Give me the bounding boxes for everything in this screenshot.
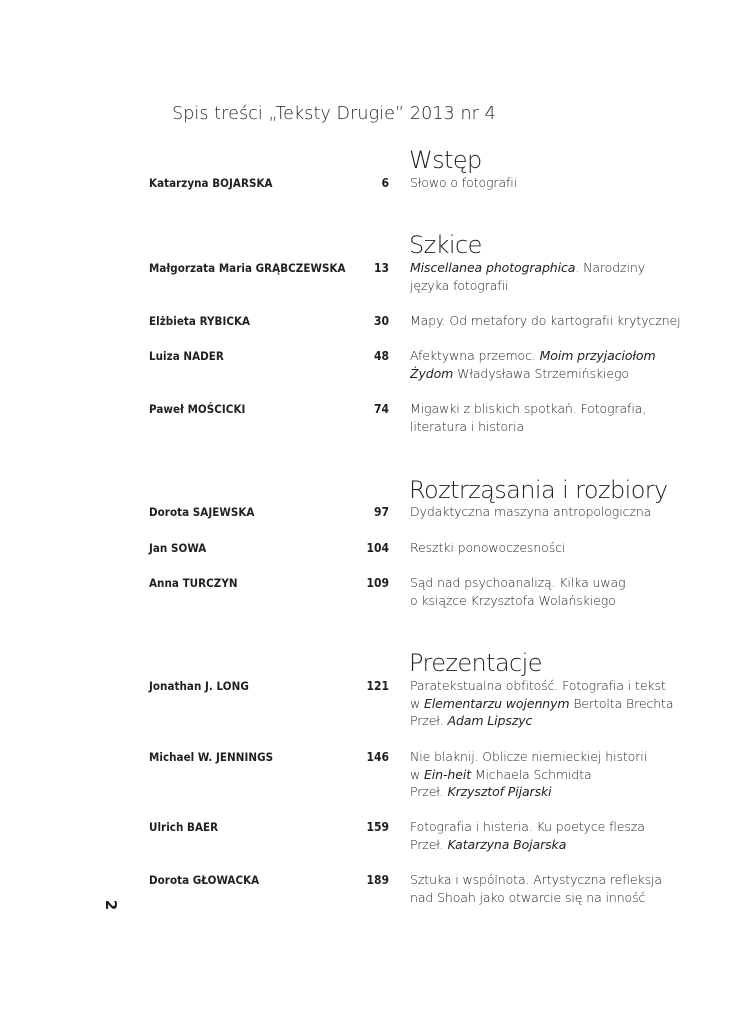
section-title-wstep: Wstęp	[409, 146, 482, 174]
toc-title-line	[410, 677, 666, 695]
toc-title-line	[410, 312, 681, 330]
toc-title	[410, 818, 650, 853]
toc-title-text: nad Shoah jako otwarcie się na inność	[410, 889, 646, 905]
toc-page-number: 159	[366, 820, 389, 834]
toc-title-line	[410, 259, 650, 277]
toc-title-italic: Krzysztof Pijarski	[447, 784, 552, 799]
toc-page-number: 13	[373, 261, 389, 275]
section-title-szkice: Szkice	[409, 231, 482, 259]
toc-title-line	[410, 871, 662, 889]
toc-title-text: Nie blaknij. Oblicze niemieckiej historii	[410, 749, 648, 764]
toc-title-text: języka fotografii	[410, 277, 509, 293]
toc-title-line	[410, 347, 656, 365]
toc-title-text: o książce Krzysztofa Wolańskiego	[410, 592, 616, 608]
toc-title	[410, 539, 650, 557]
toc-title-text: Paratekstualna obfitość. Fotografia i tekst	[410, 678, 666, 693]
toc-title	[410, 503, 650, 521]
toc-title-line	[410, 539, 650, 557]
toc-author: Dorota GŁOWACKA	[149, 873, 260, 887]
toc-title	[410, 871, 662, 906]
toc-author: Elżbieta RYBICKA	[149, 314, 251, 328]
toc-page-number: 74	[373, 402, 389, 416]
toc-title-line	[410, 592, 650, 610]
toc-title-line	[410, 748, 650, 766]
toc-title-text: Migawki z bliskich spotkań. Fotografia,	[410, 401, 647, 416]
toc-title-text: Bertolta Brechta	[569, 695, 674, 711]
toc-title-line	[410, 174, 650, 192]
toc-title-text: literatura i historia	[410, 418, 525, 434]
toc-title-italic: Katarzyna Bojarska	[447, 836, 567, 852]
toc-page-number: 48	[373, 349, 389, 363]
toc-title	[410, 347, 656, 382]
toc-title	[410, 748, 650, 801]
toc-title	[410, 574, 650, 609]
toc-title-line	[410, 418, 650, 436]
toc-title	[410, 312, 681, 330]
toc-title-italic: Żydom	[410, 365, 454, 381]
toc-title-text: w	[410, 766, 424, 782]
toc-title-line	[410, 574, 650, 592]
toc-title-line	[410, 712, 650, 730]
toc-title-line	[410, 365, 650, 383]
section-title-roztrzasania: Roztrząsania i rozbiory	[409, 476, 668, 504]
page-header: Spis treści „Teksty Drugie” 2013 nr 4	[172, 104, 496, 124]
toc-page-number: 6	[381, 176, 389, 190]
section-title-prezentacje: Prezentacje	[409, 649, 542, 677]
toc-title-text: Przeł.	[410, 836, 448, 852]
toc-title	[410, 400, 650, 435]
toc-title-line	[410, 400, 650, 418]
toc-title-text: w	[410, 695, 424, 711]
toc-title-italic: Elementarzu wojennym	[424, 695, 570, 711]
toc-title-text: Fotografia i histeria. Ku poetyce flesza	[410, 819, 645, 834]
toc-author: Michael W. JENNINGS	[149, 750, 274, 764]
toc-title-text: Przeł.	[410, 784, 448, 799]
page-number: 2	[102, 899, 121, 911]
toc-title-text: Sąd nad psychoanalizą. Kilka uwag	[410, 575, 626, 590]
toc-page-number: 97	[373, 505, 389, 519]
toc-author: Jonathan J. LONG	[149, 679, 249, 693]
toc-title-text: Dydaktyczna maszyna antropologiczna	[410, 504, 652, 519]
toc-title-line	[410, 783, 650, 801]
toc-title	[410, 677, 674, 730]
toc-title-text: Afektywna przemoc.	[410, 348, 540, 363]
toc-title-text: Resztki ponowoczesności	[410, 540, 566, 555]
toc-title-line	[410, 503, 650, 521]
toc-title-text: Władysława Strzemińskiego	[453, 365, 629, 381]
toc-title-text: Przeł.	[410, 713, 448, 728]
toc-title-text: Słowo o fotografii	[410, 175, 518, 190]
toc-page-number: 104	[366, 541, 389, 555]
toc-title-text: Sztuka i wspólnota. Artystyczna refleksja	[410, 872, 662, 887]
toc-page-number: 121	[366, 679, 389, 693]
toc-title-text: Mapy. Od metafory do kartografii krytycznej	[410, 313, 681, 328]
toc-author: Anna TURCZYN	[149, 576, 238, 590]
toc-author: Jan SOWA	[149, 541, 207, 555]
toc-title-text: Michaela Schmidta	[471, 766, 592, 782]
toc-author: Ulrich BAER	[149, 820, 219, 834]
toc-title	[410, 259, 650, 294]
toc-title-line	[410, 695, 674, 713]
toc-title-italic: Moim przyjaciołom	[539, 348, 656, 363]
toc-page-number: 109	[366, 576, 389, 590]
toc-author: Katarzyna BOJARSKA	[149, 176, 273, 190]
toc-author: Małgorzata Maria GRĄBCZEWSKA	[149, 261, 346, 275]
toc-author: Paweł MOŚCICKI	[149, 402, 246, 416]
toc-title	[410, 174, 650, 192]
toc-title-line	[410, 889, 650, 907]
toc-page-number: 146	[366, 750, 389, 764]
toc-title-line	[410, 766, 650, 784]
toc-page-number: 30	[373, 314, 389, 328]
toc-title-italic: Adam Lipszyc	[447, 713, 533, 728]
toc-author: Dorota SAJEWSKA	[149, 505, 255, 519]
toc-title-text: . Narodziny	[575, 260, 646, 275]
toc-title-italic: Ein-heit	[424, 766, 471, 782]
toc-title-line	[410, 818, 650, 836]
toc-title-italic: Miscellanea photographica	[410, 260, 576, 275]
toc-author: Luiza NADER	[149, 349, 224, 363]
toc-page-number: 189	[366, 873, 389, 887]
toc-title-line	[410, 277, 650, 295]
toc-title-line	[410, 836, 650, 854]
